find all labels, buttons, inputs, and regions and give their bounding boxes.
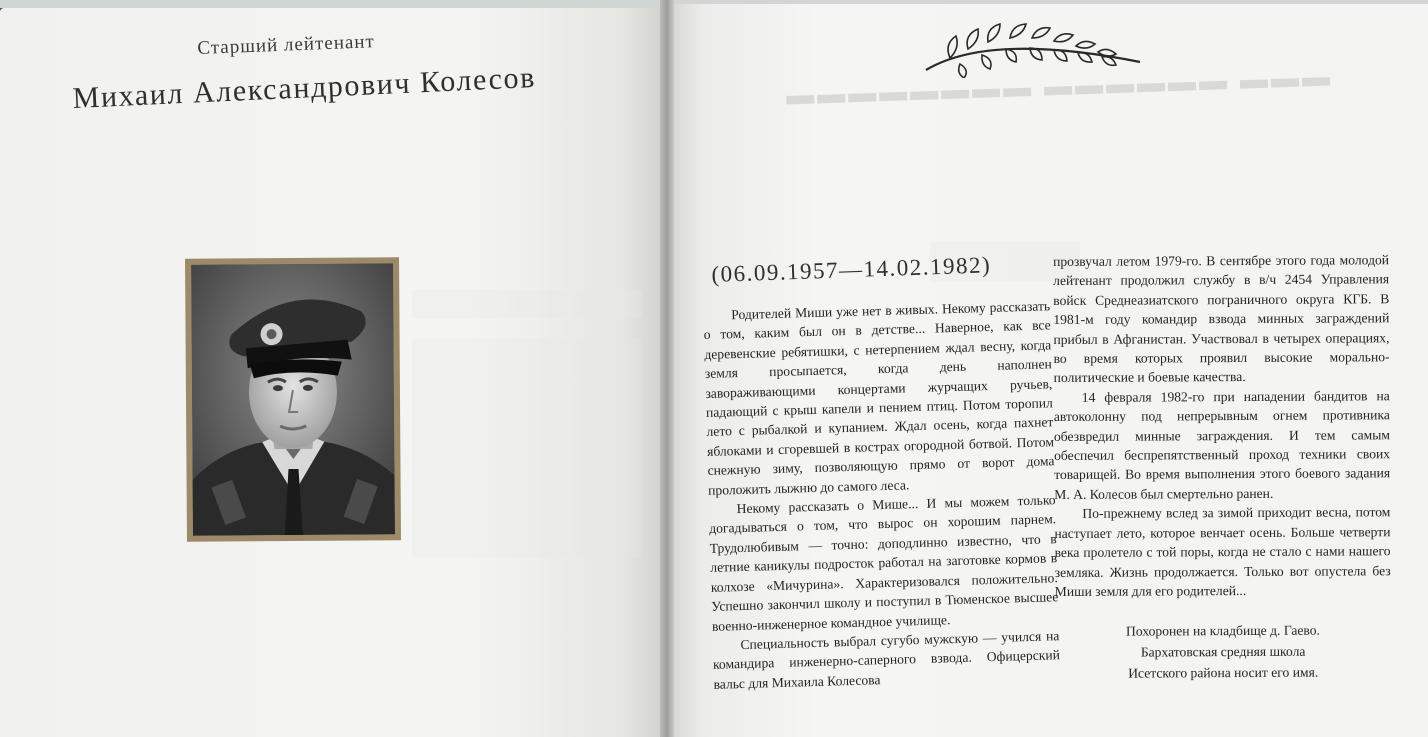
paragraph: прозвучал летом 1979-го. В сентябре этого года молодой лейтенант продолжил службу в в/ч 2454 Управления войск Среднеазиатского пограничного округа КГБ. В 1981-м году командир взвода минных заграждений прибыл в Афганистан. Участвовал в четырех операциях, во время которых проявил высокие морально-политические и боевые качества. [1053, 252, 1390, 386]
show-through [412, 338, 642, 558]
laurel-branch-icon [920, 22, 1146, 78]
person-name: Михаил Александрович Колесов [72, 60, 537, 115]
portrait-photo [185, 257, 401, 541]
show-through [412, 290, 642, 318]
rank-title: Старший лейтенант [197, 31, 376, 59]
book-gutter [660, 0, 674, 737]
paragraph: По-прежнему вслед за зимой приходит весна, потом наступает лето, которое венчает осень. Больше четверти века пролетело с той поры, когда не стало с нами нашего земляка. Жизнь продолжается. Только вот опустела без Миши земля для его родителей... [1054, 504, 1391, 599]
burial-line: Похоронен на кладбище д. Гаево. [1125, 622, 1320, 639]
paragraph: Специальность выбрал сугубо мужскую — учился на командира инженерно-саперного взвода. Офицерский вальс для Михаила Колесова [712, 628, 1061, 692]
text-column-left [703, 296, 1061, 694]
text-column-right [1053, 250, 1391, 684]
paragraph: 14 февраля 1982-го при нападении бандитов на автоколонну под непрерывным огнем противника обезвредил минные заграждения. И тем самым обеспечил беспрепятственный проход техники своих товарищей. Во время выполнения этого боевого задания М. А. Колесов был смертельно ранен. [1053, 388, 1391, 502]
paragraph: Родителей Миши уже нет в живых. Некому рассказать о том, каким был он в детстве... Наверное, как все деревенские ребятишки, с нетерпением ждал весну, когда земля просыпается, когда день наполнен завораживающими концертами журчащих ручьев, падающий с крыш капели и пением птиц. Потом торопил лето с рыбалкой и купанием. Ждал осень, когда пахнет яблоками и сгоревшей в кострах огородной ботвой. Потом снежную зиму, позволяющую прямо от ворот дома проложить лыжню до самого леса. [703, 298, 1055, 498]
show-through-title: ▬▬▬ ▬▬▬▬▬▬ ▬▬▬▬▬▬▬▬ [782, 61, 1331, 112]
burial-note [1055, 620, 1391, 685]
paragraph: Некому рассказать о Мише... И мы можем только догадываться о том, что вырос он хорошим парнем. Трудолюбивым — точно: доподлинно известно, что в летние каникулы подросток работал на заготовке кормов в колхозе «Мичурина». Характеризовался положительно. Успешно закончил школу и поступил в Тюменское высшее военно-инженерное командное училище. [709, 492, 1059, 634]
burial-line: Исетского района носит его имя. [1128, 664, 1319, 681]
burial-line: Бархатовская средняя школа [1140, 643, 1306, 660]
life-dates: (06.09.1957—14.02.1982) [711, 252, 992, 287]
portrait-image [191, 263, 395, 535]
